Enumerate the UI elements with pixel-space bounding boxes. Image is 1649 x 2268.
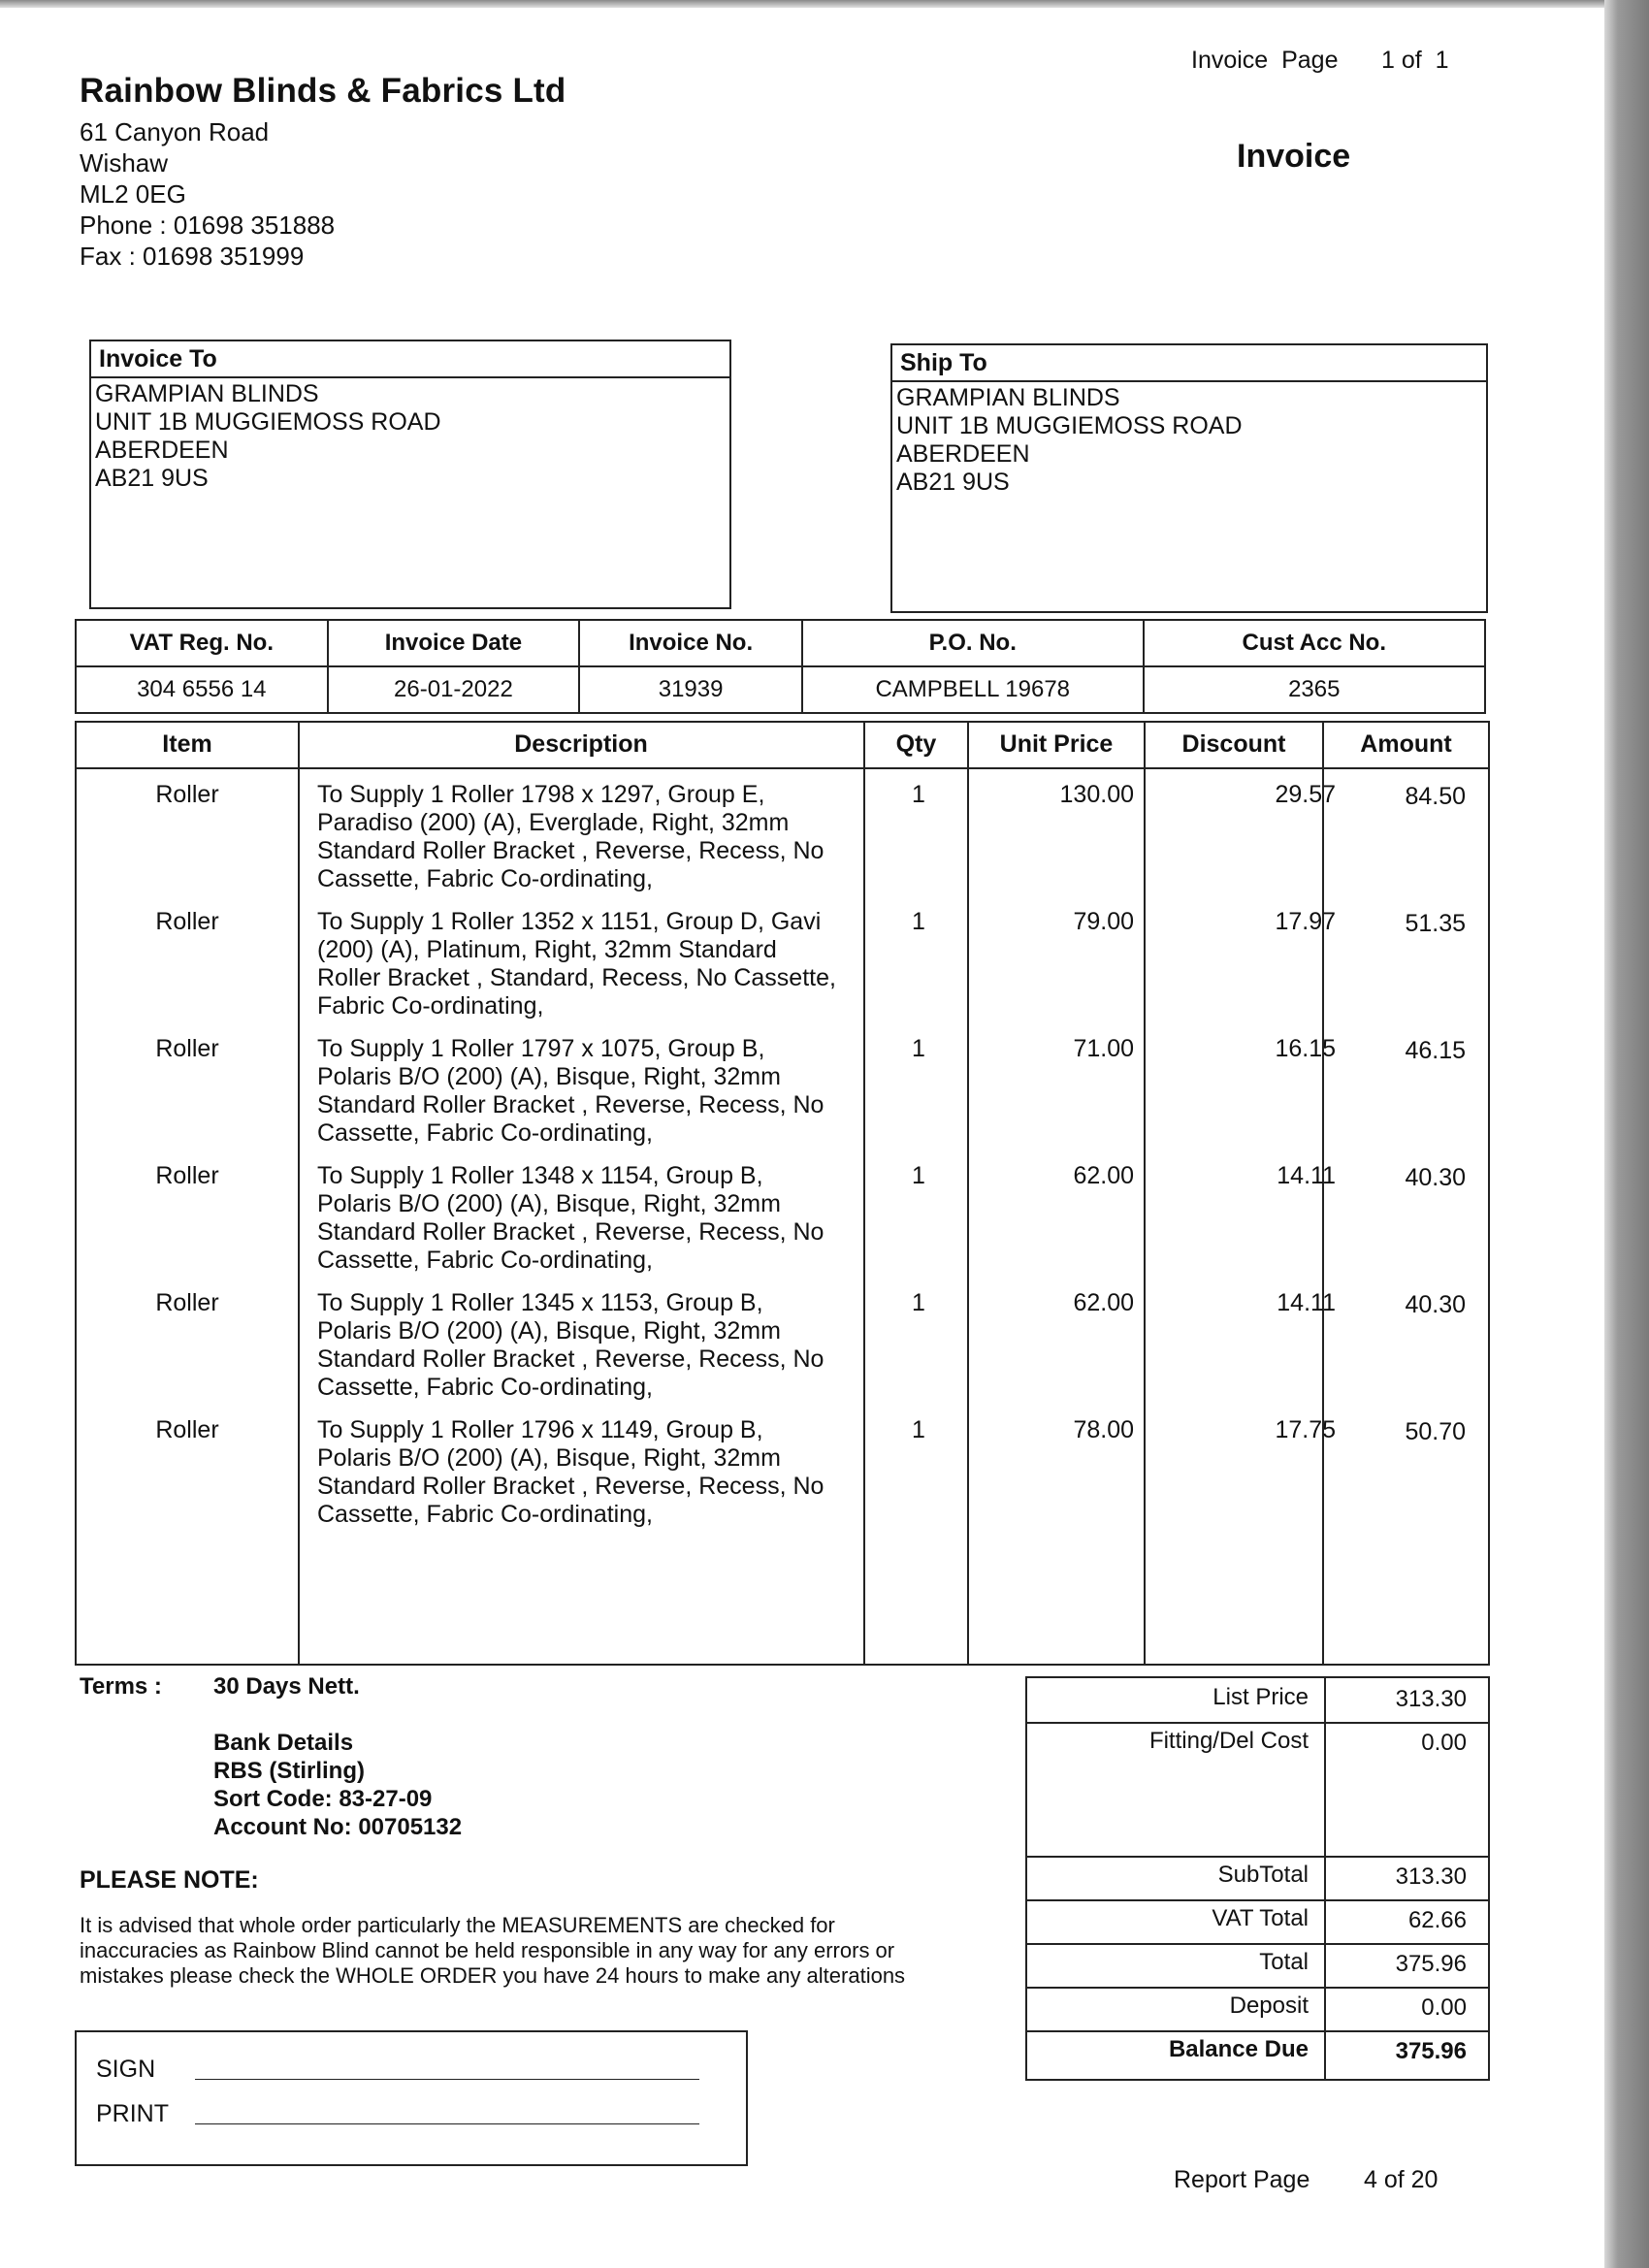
invoice-page-label: Invoice Page [1191, 47, 1339, 74]
unit-price-header: Unit Price [999, 730, 1114, 758]
item-cell: Roller [155, 1035, 219, 1062]
subtotal-row [1027, 1856, 1488, 1901]
discount-cell: 17.75 [1275, 1416, 1336, 1443]
terms-label: Terms : [80, 1673, 162, 1700]
address-line: Wishaw [80, 148, 169, 178]
ship-to-box [890, 343, 1488, 613]
note-line: mistakes please check the WHOLE ORDER you have 24 hours to make any alterations [80, 1963, 906, 1988]
phone-line: Phone : 01698 351888 [80, 211, 336, 240]
deposit-label: Deposit [1229, 1993, 1309, 2019]
table-row [77, 896, 1488, 1023]
description-header: Description [514, 730, 648, 758]
invoice-to-heading: Invoice To [91, 341, 729, 378]
meta-value-row [76, 666, 1485, 713]
description-line: To Supply 1 Roller 1352 x 1151, Group D, Gavi [317, 908, 822, 935]
ship-to-heading: Ship To [892, 345, 1486, 382]
description-line: Standard Roller Bracket , Reverse, Recess, No [317, 1345, 824, 1373]
bank-line: Account No: 00705132 [213, 1814, 463, 1840]
address-line: ABERDEEN [896, 440, 1030, 468]
description-line: Roller Bracket , Standard, Recess, No Cassette, [317, 964, 836, 991]
amount-cell: 40.30 [1405, 1164, 1466, 1191]
scan-edge-top [0, 0, 1649, 8]
table-row [77, 1405, 1488, 1532]
balance-due-label: Balance Due [1168, 2036, 1309, 2062]
description-line: Cassette, Fabric Co-ordinating, [317, 1247, 653, 1274]
total-value: 375.96 [1395, 1951, 1467, 1977]
table-row [77, 1150, 1488, 1278]
print-label: PRINT [96, 2100, 169, 2127]
vat-label: VAT Total [1212, 1905, 1309, 1931]
discount-cell: 29.57 [1275, 781, 1336, 808]
address-line: ML2 0EG [80, 179, 186, 209]
description-line: Polaris B/O (200) (A), Bisque, Right, 32mm [317, 1063, 781, 1090]
invoice-to-address [91, 378, 729, 495]
balance-due-value: 375.96 [1395, 2038, 1467, 2064]
qty-header: Qty [895, 730, 937, 758]
description-line: Standard Roller Bracket , Reverse, Recess, No [317, 1218, 824, 1246]
list-price-label: List Price [1212, 1684, 1309, 1710]
please-note-text [80, 1913, 991, 1989]
print-line[interactable] [195, 2123, 699, 2124]
report-page-value: 4 of 20 [1364, 2166, 1439, 2193]
description-line: Cassette, Fabric Co-ordinating, [317, 865, 653, 892]
description-line: To Supply 1 Roller 1797 x 1075, Group B, [317, 1035, 765, 1062]
item-header: Item [162, 730, 212, 758]
description-line: Cassette, Fabric Co-ordinating, [317, 1119, 653, 1147]
cust-acc-value: 2365 [1144, 666, 1485, 713]
amount-cell: 50.70 [1405, 1418, 1466, 1445]
description-line: Polaris B/O (200) (A), Bisque, Right, 32mm [317, 1317, 781, 1345]
invoice-no-value: 31939 [579, 666, 802, 713]
note-line: inaccuracies as Rainbow Blind cannot be held responsible in any way for any errors or [80, 1938, 895, 1962]
address-line: UNIT 1B MUGGIEMOSS ROAD [95, 408, 441, 436]
list-price-value: 313.30 [1395, 1686, 1467, 1712]
invoice-meta-table [75, 619, 1486, 714]
description-line: Standard Roller Bracket , Reverse, Recess, No [317, 1091, 824, 1118]
invoice-date-header: Invoice Date [328, 620, 580, 666]
balance-due-row [1027, 2030, 1488, 2074]
discount-cell: 16.15 [1275, 1035, 1336, 1062]
item-cell: Roller [155, 1416, 219, 1443]
description-line: Paradiso (200) (A), Everglade, Right, 32mm [317, 809, 790, 836]
po-no-header: P.O. No. [802, 620, 1144, 666]
discount-cell: 17.97 [1275, 908, 1336, 935]
item-cell: Roller [155, 1289, 219, 1316]
description-cell [317, 1289, 938, 1402]
item-cell: Roller [155, 908, 219, 935]
description-line: To Supply 1 Roller 1345 x 1153, Group B, [317, 1289, 763, 1316]
unit-price-cell: 71.00 [1073, 1035, 1134, 1062]
bank-line: Bank Details [213, 1730, 354, 1756]
cust-acc-header: Cust Acc No. [1144, 620, 1485, 666]
line-items-table [75, 721, 1490, 1666]
amount-cell: 46.15 [1405, 1037, 1466, 1064]
total-label: Total [1259, 1949, 1309, 1975]
company-name: Rainbow Blinds & Fabrics Ltd [80, 72, 566, 110]
description-cell [317, 1035, 938, 1148]
description-line: Standard Roller Bracket , Reverse, Recess, No [317, 1473, 824, 1500]
please-note-title: PLEASE NOTE: [80, 1866, 259, 1894]
table-row [77, 1023, 1488, 1150]
discount-header: Discount [1181, 730, 1286, 758]
description-cell [317, 1416, 938, 1529]
bank-line: Sort Code: 83-27-09 [213, 1786, 433, 1812]
unit-price-cell: 78.00 [1073, 1416, 1134, 1443]
scan-edge-right [1604, 0, 1649, 2268]
deposit-value: 0.00 [1421, 1994, 1467, 2021]
fitting-row [1027, 1722, 1488, 1858]
fitting-value: 0.00 [1421, 1730, 1467, 1756]
vat-value: 62.66 [1407, 1907, 1467, 1933]
discount-cell: 14.11 [1277, 1289, 1336, 1316]
bank-line: RBS (Stirling) [213, 1758, 365, 1784]
address-line: AB21 9US [95, 465, 209, 492]
vat-row [1027, 1899, 1488, 1945]
invoice-no-header: Invoice No. [579, 620, 802, 666]
discount-cell: 14.11 [1277, 1162, 1336, 1189]
total-row [1027, 1943, 1488, 1989]
unit-price-cell: 62.00 [1073, 1289, 1134, 1316]
note-line: It is advised that whole order particularly the MEASUREMENTS are checked for [80, 1913, 835, 1937]
subtotal-value: 313.30 [1395, 1863, 1467, 1890]
address-line: GRAMPIAN BLINDS [95, 380, 319, 407]
signature-box [75, 2030, 748, 2166]
table-row [77, 769, 1488, 896]
qty-cell: 1 [912, 781, 925, 808]
subtotal-label: SubTotal [1217, 1862, 1309, 1888]
description-line: Cassette, Fabric Co-ordinating, [317, 1374, 653, 1401]
description-line: Polaris B/O (200) (A), Bisque, Right, 32mm [317, 1190, 781, 1217]
description-line: Standard Roller Bracket , Reverse, Recess, No [317, 837, 824, 864]
description-line: Fabric Co-ordinating, [317, 992, 544, 1020]
table-row [77, 1278, 1488, 1405]
unit-price-cell: 130.00 [1059, 781, 1134, 808]
address-line: AB21 9US [896, 469, 1010, 496]
terms-value: 30 Days Nett. [213, 1673, 360, 1700]
unit-price-cell: 62.00 [1073, 1162, 1134, 1189]
vat-reg-header: VAT Reg. No. [76, 620, 328, 666]
report-page-label: Report Page [1174, 2166, 1310, 2193]
address-line: ABERDEEN [95, 437, 229, 464]
invoice-date-value: 26-01-2022 [328, 666, 580, 713]
sign-line[interactable] [195, 2079, 699, 2080]
items-header-row [77, 723, 1488, 769]
bank-details [213, 1729, 462, 1841]
totals-box [1025, 1676, 1490, 2081]
description-line: Polaris B/O (200) (A), Bisque, Right, 32mm [317, 1444, 781, 1472]
ship-to-address [892, 382, 1486, 499]
qty-cell: 1 [912, 1162, 925, 1189]
po-no-value: CAMPBELL 19678 [802, 666, 1144, 713]
fax-line: Fax : 01698 351999 [80, 242, 305, 271]
qty-cell: 1 [912, 1289, 925, 1316]
qty-cell: 1 [912, 1035, 925, 1062]
invoice-to-box [89, 340, 731, 609]
vat-reg-value: 304 6556 14 [76, 666, 328, 713]
item-cell: Roller [155, 1162, 219, 1189]
address-line: UNIT 1B MUGGIEMOSS ROAD [896, 412, 1243, 439]
qty-cell: 1 [912, 908, 925, 935]
document-title: Invoice [1237, 138, 1351, 175]
sign-label: SIGN [96, 2056, 156, 2083]
amount-cell: 84.50 [1405, 783, 1466, 810]
address-line: GRAMPIAN BLINDS [896, 384, 1120, 411]
qty-cell: 1 [912, 1416, 925, 1443]
meta-header-row [76, 620, 1485, 666]
address-line: 61 Canyon Road [80, 117, 270, 146]
amount-cell: 40.30 [1405, 1291, 1466, 1318]
amount-header: Amount [1360, 730, 1452, 758]
amount-cell: 51.35 [1405, 910, 1466, 937]
description-line: To Supply 1 Roller 1796 x 1149, Group B, [317, 1416, 763, 1443]
description-cell [317, 908, 938, 1021]
unit-price-cell: 79.00 [1073, 908, 1134, 935]
company-address [80, 116, 335, 272]
description-line: (200) (A), Platinum, Right, 32mm Standard [317, 936, 777, 963]
description-cell [317, 1162, 938, 1275]
description-line: To Supply 1 Roller 1798 x 1297, Group E, [317, 781, 765, 808]
list-price-row [1027, 1678, 1488, 1724]
invoice-page-value: 1 of 1 [1381, 47, 1449, 74]
description-cell [317, 781, 938, 893]
description-line: To Supply 1 Roller 1348 x 1154, Group B, [317, 1162, 763, 1189]
deposit-row [1027, 1987, 1488, 2032]
item-cell: Roller [155, 781, 219, 808]
description-line: Cassette, Fabric Co-ordinating, [317, 1501, 653, 1528]
fitting-label: Fitting/Del Cost [1148, 1728, 1309, 1754]
